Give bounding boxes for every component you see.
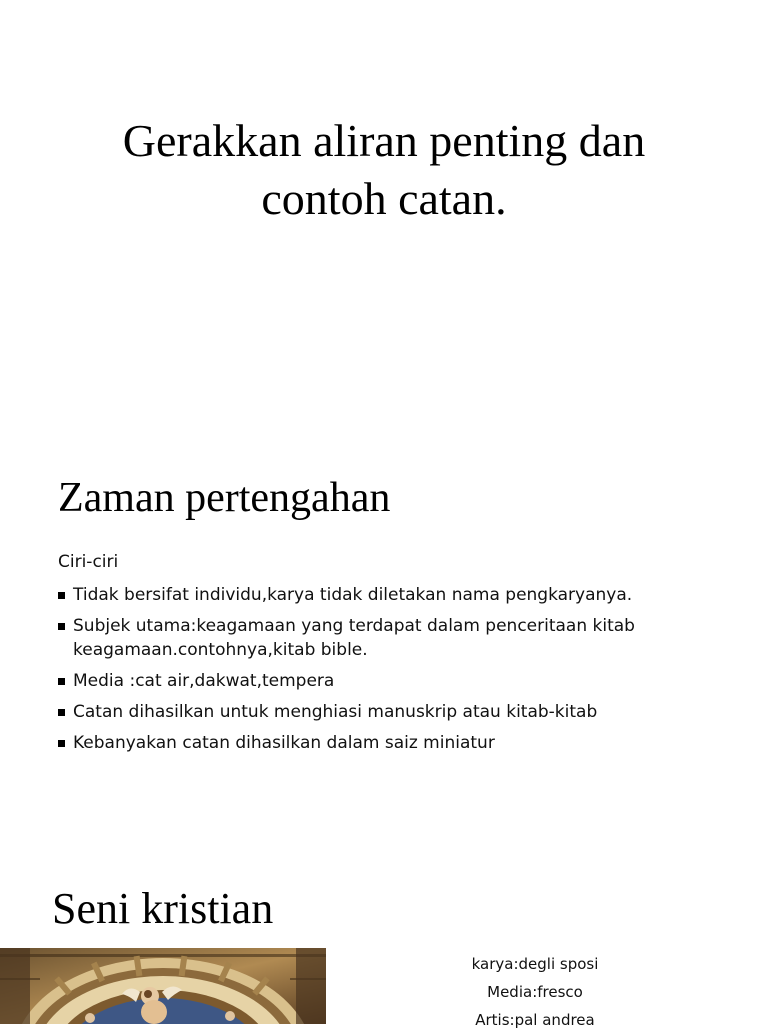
square-bullet-icon — [58, 740, 65, 747]
section-heading-seni-kristian: Seni kristian — [52, 884, 274, 933]
fresco-artwork-image — [0, 948, 326, 1024]
artwork-caption — [410, 950, 660, 1034]
list-item — [58, 669, 698, 693]
list-item-text: Kebanyakan catan dihasilkan dalam saiz miniatur — [73, 733, 495, 753]
list-item — [58, 700, 698, 724]
caption-media: Media:fresco — [487, 983, 583, 1001]
slide-title-line-1: Gerakkan aliran penting dan — [122, 115, 646, 166]
list-item — [58, 583, 698, 607]
slide-title — [0, 112, 768, 228]
ciri-ciri-label: Ciri-ciri — [58, 552, 119, 572]
list-item-text: Catan dihasilkan untuk menghiasi manuskrip atau kitab-kitab — [73, 702, 598, 722]
square-bullet-icon — [58, 678, 65, 685]
list-item-text: Tidak bersifat individu,karya tidak diletakan nama pengkaryanya. — [73, 585, 633, 605]
list-item — [58, 731, 698, 755]
characteristics-list — [58, 583, 698, 762]
square-bullet-icon — [58, 709, 65, 716]
square-bullet-icon — [58, 592, 65, 599]
list-item-text: Media :cat air,dakwat,tempera — [73, 671, 335, 691]
slide-title-line-2: contoh catan. — [261, 173, 507, 224]
square-bullet-icon — [58, 623, 65, 630]
section-heading-zaman-pertengahan: Zaman pertengahan — [58, 475, 391, 521]
caption-artis: Artis:pal andrea — [475, 1011, 595, 1029]
list-item-text: Subjek utama:keagamaan yang terdapat dalam penceritaan kitab keagamaan.contohnya,kitab bible. — [73, 616, 635, 660]
list-item — [58, 614, 698, 662]
caption-karya: karya:degli sposi — [471, 955, 599, 973]
